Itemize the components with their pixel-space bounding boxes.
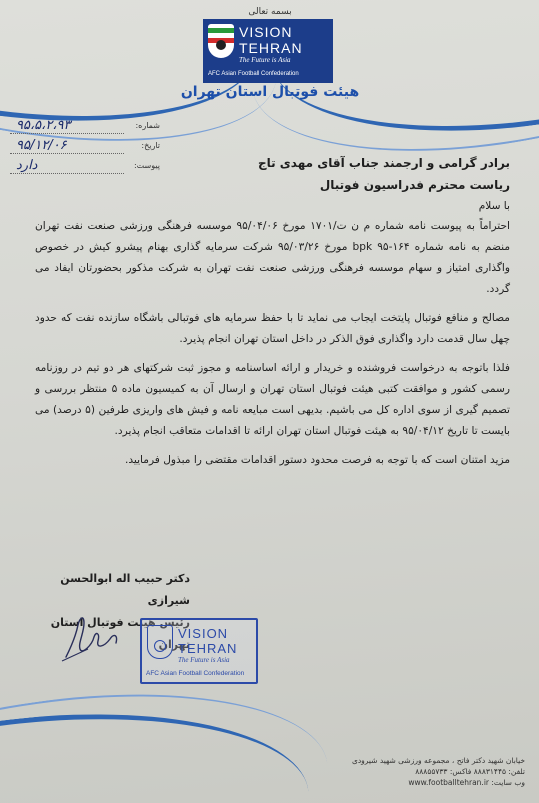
attachment-value: دارد <box>16 158 38 173</box>
attachment-label: پیوست: <box>133 161 160 170</box>
vision-tehran-logo <box>203 19 333 83</box>
logo-line1: VISION <box>239 24 293 40</box>
stamp-emblem-icon <box>147 625 173 659</box>
date-value: ۹۵/۱۲/۰۶ <box>16 138 67 153</box>
stamp-line1: VISION <box>178 626 229 641</box>
organization-title: هیئت فوتبال استان تهران <box>180 84 360 100</box>
signer-name: دکتر حبیب اله ابوالحسن شیرازی <box>60 572 190 607</box>
footer-address: خیابان شهید دکتر فاتح ، مجموعه ورزشی شهید شیرودی <box>351 756 525 765</box>
logo-tagline: The Future is Asia <box>239 56 291 64</box>
paragraph-2: مصالح و منافع فوتبال پایتخت ایجاب می نماید تا با حفظ سرمایه های فوتبالی باشگاه سازنده نفت که حدود چهل سال قدمت دارد واگذاری فوق الذکر در داخل استان تهران انجام پذیرد. <box>35 312 510 345</box>
handwritten-signature <box>58 605 128 665</box>
footer-contact <box>320 755 525 788</box>
date-label: تاریخ: <box>141 141 160 150</box>
paragraph-1: احتراماً به پیوست نامه شماره م ن ت/۱۷۰۱ مورخ ۹۵/۰۴/۰۶ موسسه فرهنگی ورزشی صنعت نفت تهران منضم به نامه شماره ۱۶۴-۹۵ bpk مورخ ۹۵/۰۳/۲۶ شرکت سرمایه گذاری بهنام پیشرو کیش در خصوص واگذاری امتیاز و سهام موسسه فرهنگی ورزشی صنعت نفت تهران به شرکت مذکور بحضورتان ایفاد می گردد. <box>35 220 510 295</box>
stamp-tagline: The Future is Asia <box>178 656 230 664</box>
greeting: با سلام <box>478 200 510 212</box>
logo-line2: TEHRAN <box>239 40 303 56</box>
letter-body <box>35 152 510 479</box>
paragraph-4: مزید امتنان است که با توجه به فرصت محدود دستور اقدامات مقتضی را مبذول فرمایید. <box>124 454 510 466</box>
salutation-line2: ریاست محترم فدراسیون فوتبال <box>319 178 510 192</box>
logo-afc: AFC Asian Football Confederation <box>208 71 299 77</box>
footer-phone: تلفن: ۸۸۸۳۱۴۴۵ فاکس: ۸۸۸۵۵۷۳۳ <box>415 767 525 776</box>
salutation-line1: برادر گرامی و ارجمند جناب آقای مهدی تاج <box>257 156 510 170</box>
federation-emblem-icon <box>208 24 234 58</box>
letterhead <box>0 0 539 110</box>
footer-website: وب سایت: www.footballtehran.ir <box>408 778 525 787</box>
decorative-swoosh <box>0 663 341 803</box>
signer-title: رئیس هیئت فوتبال استان تهران <box>50 616 190 651</box>
meta-number <box>10 118 160 138</box>
stamp-afc: AFC Asian Football Confederation <box>146 670 245 677</box>
number-value: ۹۵،۵،۲،۹۳ <box>16 118 71 133</box>
number-label: شماره: <box>135 121 160 130</box>
basmala: بسمه تعالی <box>248 7 292 17</box>
stamp-line2: TEHRAN <box>178 641 238 656</box>
official-stamp <box>140 618 258 684</box>
paragraph-3: فلذا باتوجه به درخواست فروشنده و خریدار و ارائه اساسنامه و مجوز ثبت شرکتهای هر دو تیم در روزنامه رسمی کشور و موافقت کتبی هیئت فوتبال استان تهران و ارسال آن به کمیسیون ماده ۵ منتظر بررسی و تصمیم گیری از سوی اداره کل می باشیم. بدیهی است مبایعه نامه و فیش های واریزی طرفین (۵ درصد) می بایست تا تاریخ ۹۵/۰۴/۱۲ به هیئت فوتبال استان تهران ارائه تا اقدامات متعاقب انجام پذیرد. <box>35 362 510 437</box>
